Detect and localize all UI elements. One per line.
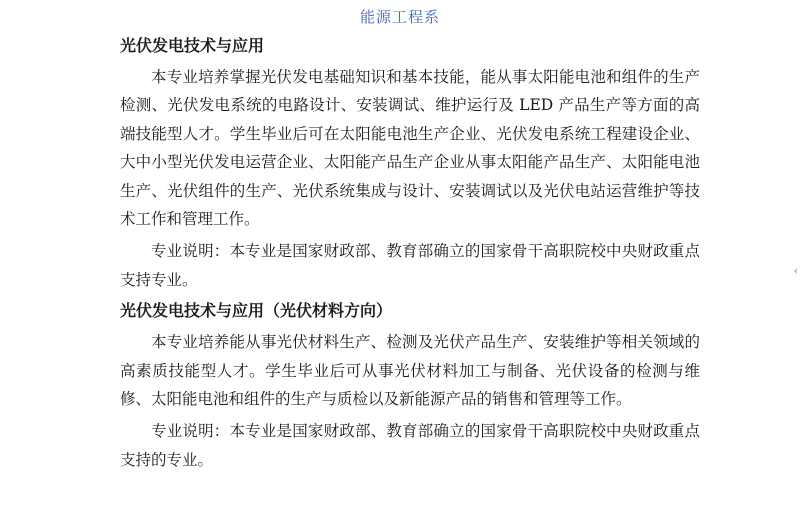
page-header-title: 能源工程系 — [359, 8, 440, 26]
section-heading: 光伏发电技术与应用 — [120, 36, 265, 55]
section-description: 本专业培养掌握光伏发电基础知识和基本技能，能从事太阳能电池和组件的生产检测、光伏发电系统的电路设计、安装调试、维护运行及 LED 产品生产等方面的高端技能型人才。学生毕业后可在太阳能电池生产企业、光伏发电系统工程建设企业、大中小型光伏发电运营企业、太阳能产品生产企业从事太阳能产品生产、太阳能电池生产、光伏组件的生产、光伏系统集成与设计、安装调试以及光伏电站运营维护等技术工作和管理工作。 — [120, 68, 700, 229]
major-section-pv-generation — [120, 33, 700, 294]
section-heading: 光伏发电技术与应用（光伏材料方向） — [120, 301, 393, 321]
chevron-left-icon[interactable]: ‹ — [793, 264, 798, 277]
major-section-pv-materials — [120, 298, 700, 474]
section-note: 专业说明：本专业是国家财政部、教育部确立的国家骨干高职院校中央财政重点支持专业。 — [120, 242, 700, 289]
section-note: 专业说明：本专业是国家财政部、教育部确立的国家骨干高职院校中央财政重点支持的专业。 — [120, 422, 700, 469]
section-description: 本专业培养能从事光伏材料生产、检测及光伏产品生产、安装维护等相关领域的高素质技能型人才。学生毕业后可从事光伏材料加工与制备、光伏设备的检测与维修、太阳能电池和组件的生产与质检以及新能源产品的销售和管理等工作。 — [120, 333, 700, 409]
document-body — [120, 33, 700, 474]
